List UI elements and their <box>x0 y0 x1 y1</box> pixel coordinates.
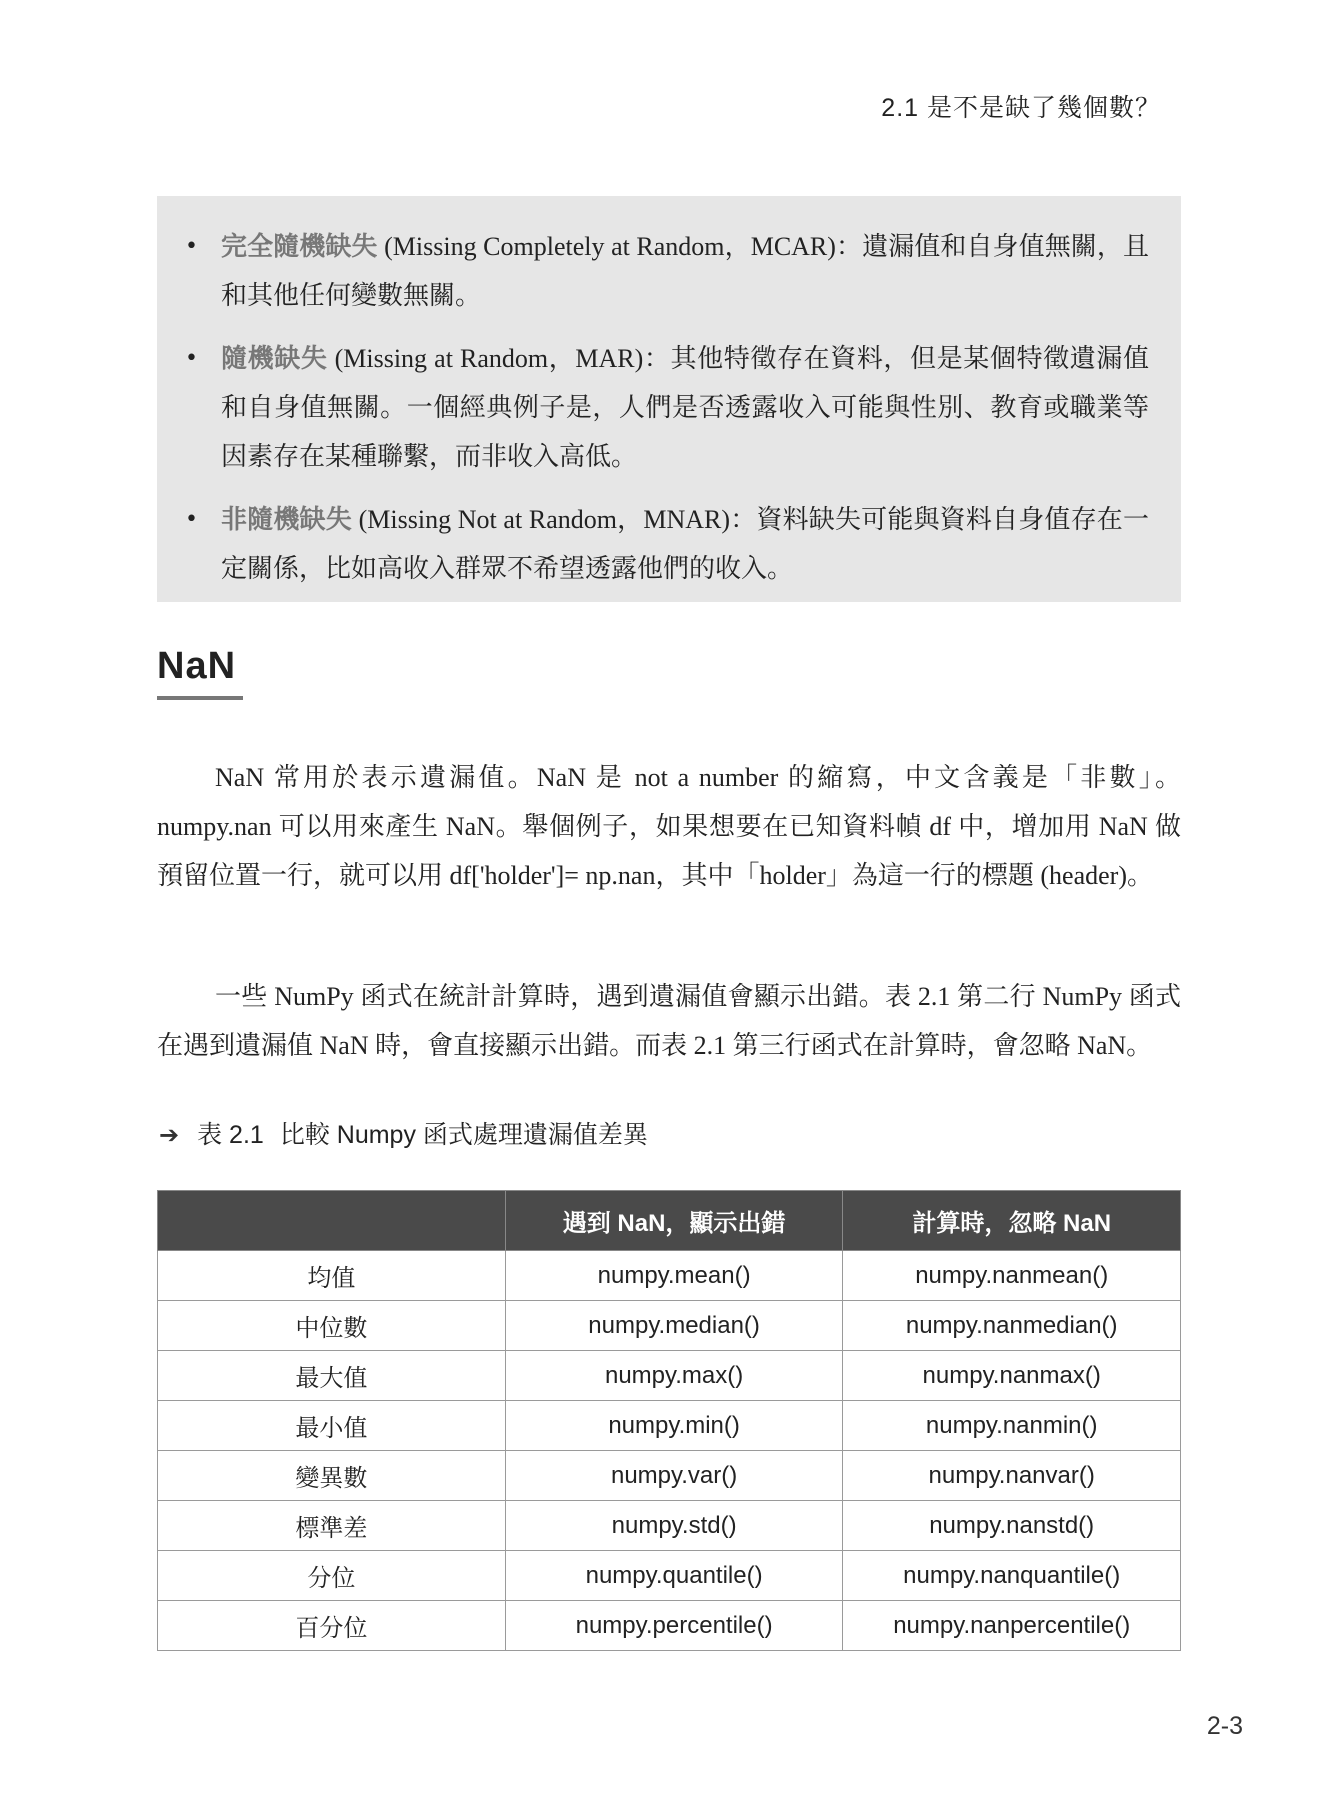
header-cell: 遇到 NaN，顯示出錯 <box>505 1191 843 1251</box>
table-cell: numpy.percentile() <box>505 1601 843 1651</box>
table-cell: numpy.mean() <box>505 1251 843 1301</box>
term-label: 隨機缺失 <box>221 343 328 373</box>
table-cell: 最大值 <box>158 1351 506 1401</box>
section-underline <box>157 696 243 700</box>
term-label: 非隨機缺失 <box>221 504 352 534</box>
table-row <box>158 1351 1181 1401</box>
item-text: (Missing at Random，MAR)：其他特徵存在資料，但是某個特徵遺漏值和自身值無關。一個經典例子是，人們是否透露收入可能與性別、教育或職業等因素存在某種聯繫，而非收入高低。 <box>221 344 1149 471</box>
table-cell: numpy.nanmax() <box>843 1351 1181 1401</box>
bullet-icon: • <box>185 346 198 371</box>
table-cell: numpy.nanmean() <box>843 1251 1181 1301</box>
header-cell: 計算時，忽略 NaN <box>843 1191 1181 1251</box>
item-text: (Missing Not at Random，MNAR)：資料缺失可能與資料自身值存在一定關係，比如高收入群眾不希望透露他們的收入。 <box>221 505 1149 583</box>
table-caption <box>159 1115 648 1151</box>
term-label: 完全隨機缺失 <box>221 231 378 261</box>
table-cell: 變異數 <box>158 1451 506 1501</box>
arrow-right-icon: ➔ <box>159 1122 180 1149</box>
list-item-mnar <box>185 495 1149 593</box>
table-row <box>158 1551 1181 1601</box>
numpy-comparison-table <box>157 1190 1181 1651</box>
header-cell <box>158 1191 506 1251</box>
bullet-icon: • <box>185 507 198 532</box>
page-number: 2-3 <box>1206 1712 1243 1740</box>
table-cell: numpy.nanmedian() <box>843 1301 1181 1351</box>
bullet-icon: • <box>185 234 198 259</box>
table-cell: numpy.max() <box>505 1351 843 1401</box>
table-cell: numpy.nanpercentile() <box>843 1601 1181 1651</box>
table-cell: 均值 <box>158 1251 506 1301</box>
table-row <box>158 1401 1181 1451</box>
table-cell: numpy.var() <box>505 1451 843 1501</box>
table-cell: 百分位 <box>158 1601 506 1651</box>
missing-types-list <box>157 196 1181 593</box>
section-title: NaN <box>157 645 237 687</box>
table-cell: numpy.std() <box>505 1501 843 1551</box>
table-cell: 最小值 <box>158 1401 506 1451</box>
table-row <box>158 1451 1181 1501</box>
paragraph-nan-intro: NaN 常用於表示遺漏值。NaN 是 not a number 的縮寫，中文含義是「非數」。numpy.nan 可以用來產生 NaN。舉個例子，如果想要在已知資料幀 df 中，增加用 NaN 做預留位置一行，就可以用 df['holder']= np.nan，其中「holder」為這一行的標題 (header)。 <box>157 763 1181 890</box>
table-row <box>158 1301 1181 1351</box>
item-text: (Missing Completely at Random，MCAR)：遺漏值和自身值無關，且和其他任何變數無關。 <box>221 232 1149 310</box>
table-cell: numpy.quantile() <box>505 1551 843 1601</box>
table-cell: 分位 <box>158 1551 506 1601</box>
table-row <box>158 1251 1181 1301</box>
table-number: 表 2.1 <box>197 1121 264 1149</box>
caption-text: 比較 Numpy 函式處理遺漏值差異 <box>279 1121 648 1149</box>
table-cell: numpy.min() <box>505 1401 843 1451</box>
table-header-row <box>158 1191 1181 1251</box>
list-item-mcar <box>185 222 1149 320</box>
table-cell: 標準差 <box>158 1501 506 1551</box>
table-cell: numpy.nanvar() <box>843 1451 1181 1501</box>
list-item-mar <box>185 334 1149 481</box>
running-header: 2.1 是不是缺了幾個數？ <box>881 94 1161 122</box>
table-cell: numpy.nanmin() <box>843 1401 1181 1451</box>
table-cell: numpy.nanstd() <box>843 1501 1181 1551</box>
table-row <box>158 1501 1181 1551</box>
missing-types-box <box>157 196 1181 602</box>
paragraph-numpy-functions: 一些 NumPy 函式在統計計算時，遇到遺漏值會顯示出錯。表 2.1 第二行 NumPy 函式在遇到遺漏值 NaN 時，會直接顯示出錯。而表 2.1 第三行函式在計算時，會忽略 NaN。 <box>157 982 1181 1060</box>
table-cell: 中位數 <box>158 1301 506 1351</box>
table-cell: numpy.nanquantile() <box>843 1551 1181 1601</box>
table-cell: numpy.median() <box>505 1301 843 1351</box>
table-row <box>158 1601 1181 1651</box>
